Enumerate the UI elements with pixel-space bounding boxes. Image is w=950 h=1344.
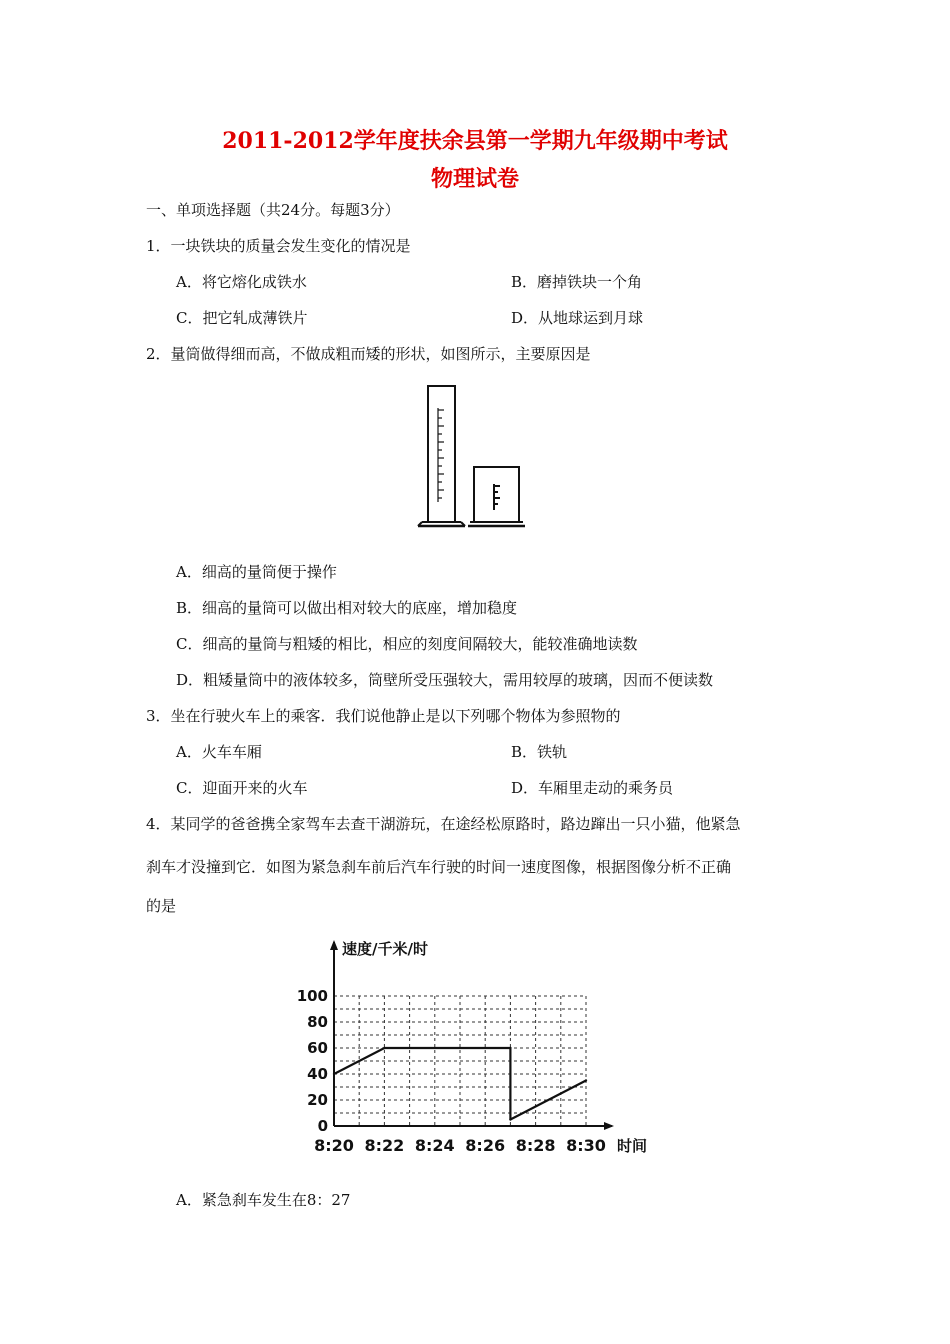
question-3-option-a: A．火车车厢 [176,743,262,761]
speed-data-point [333,1073,335,1075]
exam-subtitle: 物理试卷 [430,166,519,192]
y-tick-label: 60 [307,1039,328,1057]
speed-time-chart [290,930,670,1165]
question-4-option-a: A．紧急刹车发生在8：27 [176,1191,351,1209]
question-1-option-a: A．将它熔化成铁水 [176,273,307,291]
short-cylinder [468,467,525,526]
chart-x-axis-label: 时间 [617,1137,648,1155]
y-tick-label: 80 [307,1013,328,1031]
question-4-stem-line-3: 的是 [146,897,177,915]
question-1-option-c: C．把它轧成薄铁片 [176,309,308,327]
section-heading: 一、单项选择题（共24分。每题3分） [146,201,400,219]
tall-cylinder [418,386,465,526]
question-1-stem: 1．一块铁块的质量会发生变化的情况是 [146,237,411,255]
question-2-stem: 2．量筒做得细而高，不做成粗而矮的形状，如图所示，主要原因是 [146,345,591,363]
question-3-option-b: B．铁轨 [511,743,568,761]
question-4-stem-line-2: 刹车才没撞到它．如图为紧急刹车前后汽车行驶的时间一速度图像，根据图像分析不正确 [146,858,732,876]
exam-title: 2011-2012学年度扶余县第一学期九年级期中考试 [222,128,728,154]
speed-data-point [509,1047,511,1049]
y-tick-label: 100 [296,987,328,1005]
x-tick-label: 8:22 [364,1136,405,1155]
measuring-cylinders-figure [410,380,530,530]
x-tick-label: 8:20 [314,1136,354,1155]
speed-data-point [383,1047,385,1049]
question-1-option-d: D．从地球运到月球 [511,309,644,327]
speed-data-point [509,1118,511,1120]
chart-grid [334,996,586,1126]
short-cylinder-scale [494,484,500,510]
question-2-option-a: A．细高的量筒便于操作 [176,563,337,581]
question-2-option-c: C．细高的量筒与粗矮的相比，相应的刻度间隔较大，能较准确地读数 [176,635,638,653]
x-tick-label: 8:24 [414,1136,455,1155]
x-tick-label: 8:26 [465,1136,506,1155]
chart-y-axis-label: 速度/千米/时 [342,940,428,958]
x-tick-label: 8:30 [566,1136,606,1155]
y-tick-label: 40 [307,1065,328,1083]
chart-tick-labels [297,987,606,1155]
tall-cylinder-scale [438,408,444,502]
question-2-option-b: B．细高的量筒可以做出相对较大的底座，增加稳度 [176,599,518,617]
question-3-stem: 3．坐在行驶火车上的乘客．我们说他静止是以下列哪个物体为参照物的 [146,707,621,725]
y-tick-label: 20 [307,1091,328,1109]
speed-data-point [585,1079,587,1081]
question-3-option-d: D．车厢里走动的乘务员 [511,779,674,797]
question-3-option-c: C．迎面开来的火车 [176,779,308,797]
x-axis-arrow [604,1122,614,1130]
question-1-option-b: B．磨掉铁块一个角 [511,273,643,291]
question-2-option-d: D．粗矮量筒中的液体较多，筒壁所受压强较大，需用较厚的玻璃，因而不便读数 [176,671,714,689]
y-axis-arrow [330,940,338,950]
question-4-stem-line-1: 4．某同学的爸爸携全家驾车去查干湖游玩，在途经松原路时，路边蹿出一只小猫，他紧急 [146,815,741,833]
x-tick-label: 8:28 [515,1136,556,1155]
y-tick-label: 0 [317,1117,328,1135]
